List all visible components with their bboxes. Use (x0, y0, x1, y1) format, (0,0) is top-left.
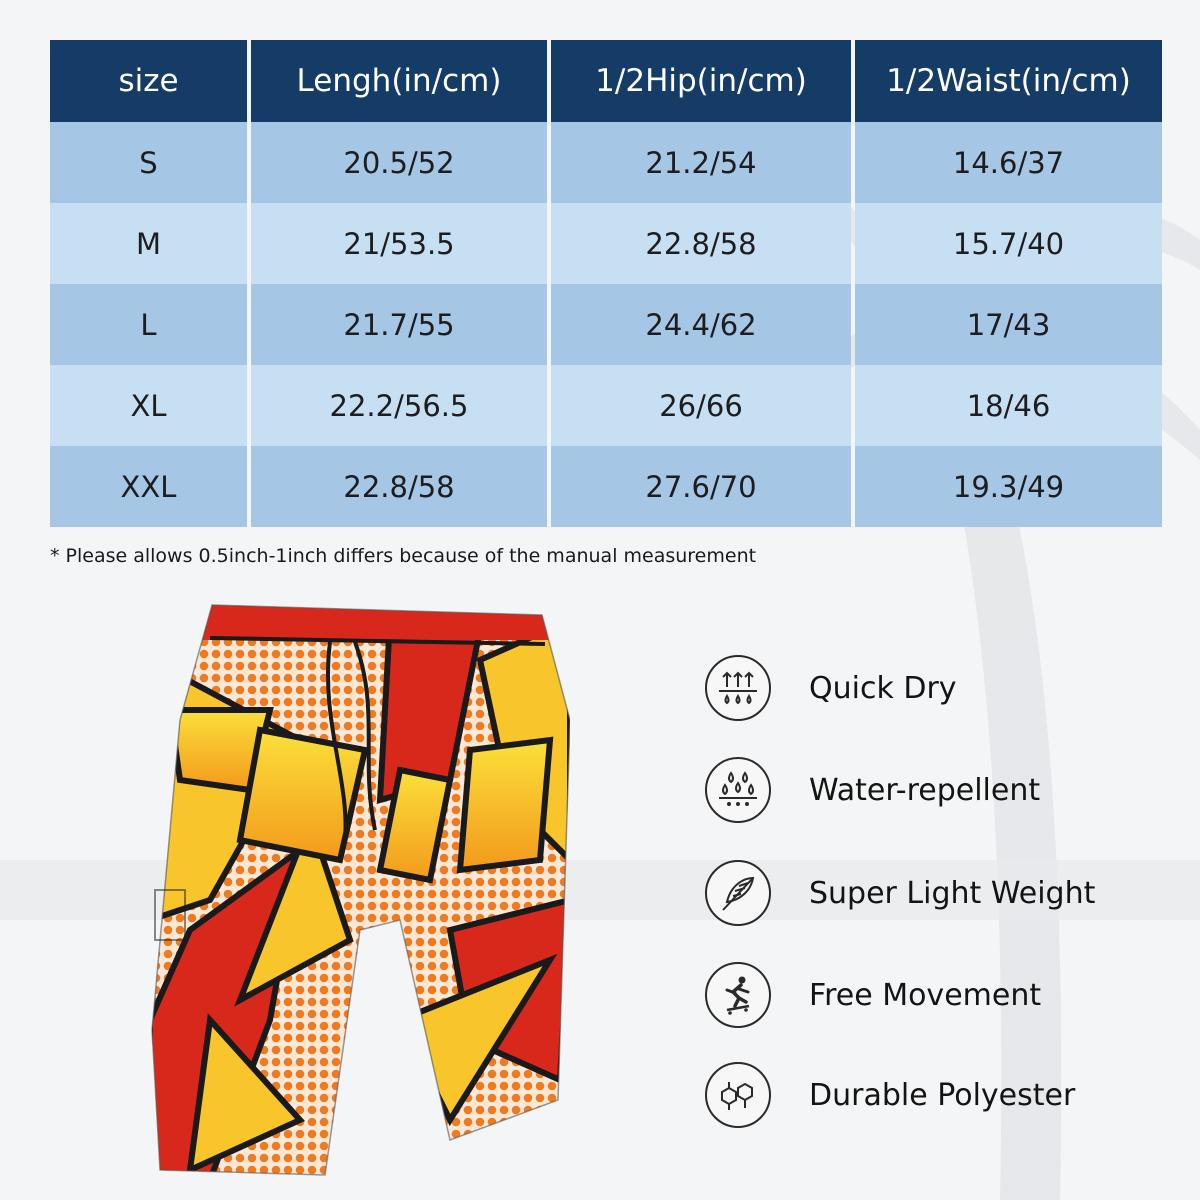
cell-size: M (50, 203, 247, 284)
cell-length: 22.8/58 (251, 446, 547, 527)
size-chart-table (46, 40, 1166, 527)
cell-half-waist: 15.7/40 (855, 203, 1162, 284)
cell-half-waist: 14.6/37 (855, 122, 1162, 203)
cell-length: 22.2/56.5 (251, 365, 547, 446)
header-length: Lengh(in/cm) (251, 40, 547, 122)
feature-durable-polyester (705, 1062, 1075, 1128)
cell-half-hip: 21.2/54 (551, 122, 851, 203)
cell-half-hip: 22.8/58 (551, 203, 851, 284)
feature-label: Water-repellent (809, 772, 1041, 808)
header-half-hip: 1/2Hip(in/cm) (551, 40, 851, 122)
measurement-note: * Please allows 0.5inch-1inch differs because of the manual measurement (50, 545, 757, 567)
table-row (50, 122, 1162, 203)
cell-size: XXL (50, 446, 247, 527)
quick-dry-icon (705, 655, 771, 721)
feature-free-movement (705, 962, 1041, 1028)
feather-icon (705, 860, 771, 926)
cell-length: 21/53.5 (251, 203, 547, 284)
cell-length: 20.5/52 (251, 122, 547, 203)
cell-length: 21.7/55 (251, 284, 547, 365)
feature-label: Super Light Weight (809, 875, 1096, 911)
cell-half-waist: 18/46 (855, 365, 1162, 446)
feature-light-weight (705, 860, 1095, 926)
table-row (50, 284, 1162, 365)
feature-label: Free Movement (809, 977, 1042, 1013)
cell-half-hip: 24.4/62 (551, 284, 851, 365)
size-chart-header-row (50, 40, 1162, 122)
header-size: size (50, 40, 247, 122)
cell-size: S (50, 122, 247, 203)
water-drops-icon (705, 757, 771, 823)
table-row (50, 446, 1162, 527)
header-half-waist: 1/2Waist(in/cm) (855, 40, 1162, 122)
cell-half-hip: 26/66 (551, 365, 851, 446)
cell-half-waist: 17/43 (855, 284, 1162, 365)
cell-size: XL (50, 365, 247, 446)
table-row (50, 365, 1162, 446)
feature-label: Durable Polyester (809, 1077, 1076, 1113)
feature-label: Quick Dry (809, 670, 957, 706)
feature-quick-dry (705, 655, 957, 721)
cell-size: L (50, 284, 247, 365)
table-row (50, 203, 1162, 284)
molecule-icon (705, 1062, 771, 1128)
feature-water-repellent (705, 757, 1040, 823)
cell-half-waist: 19.3/49 (855, 446, 1162, 527)
product-shorts-image (150, 600, 570, 1180)
cell-half-hip: 27.6/70 (551, 446, 851, 527)
skateboarder-icon (705, 962, 771, 1028)
